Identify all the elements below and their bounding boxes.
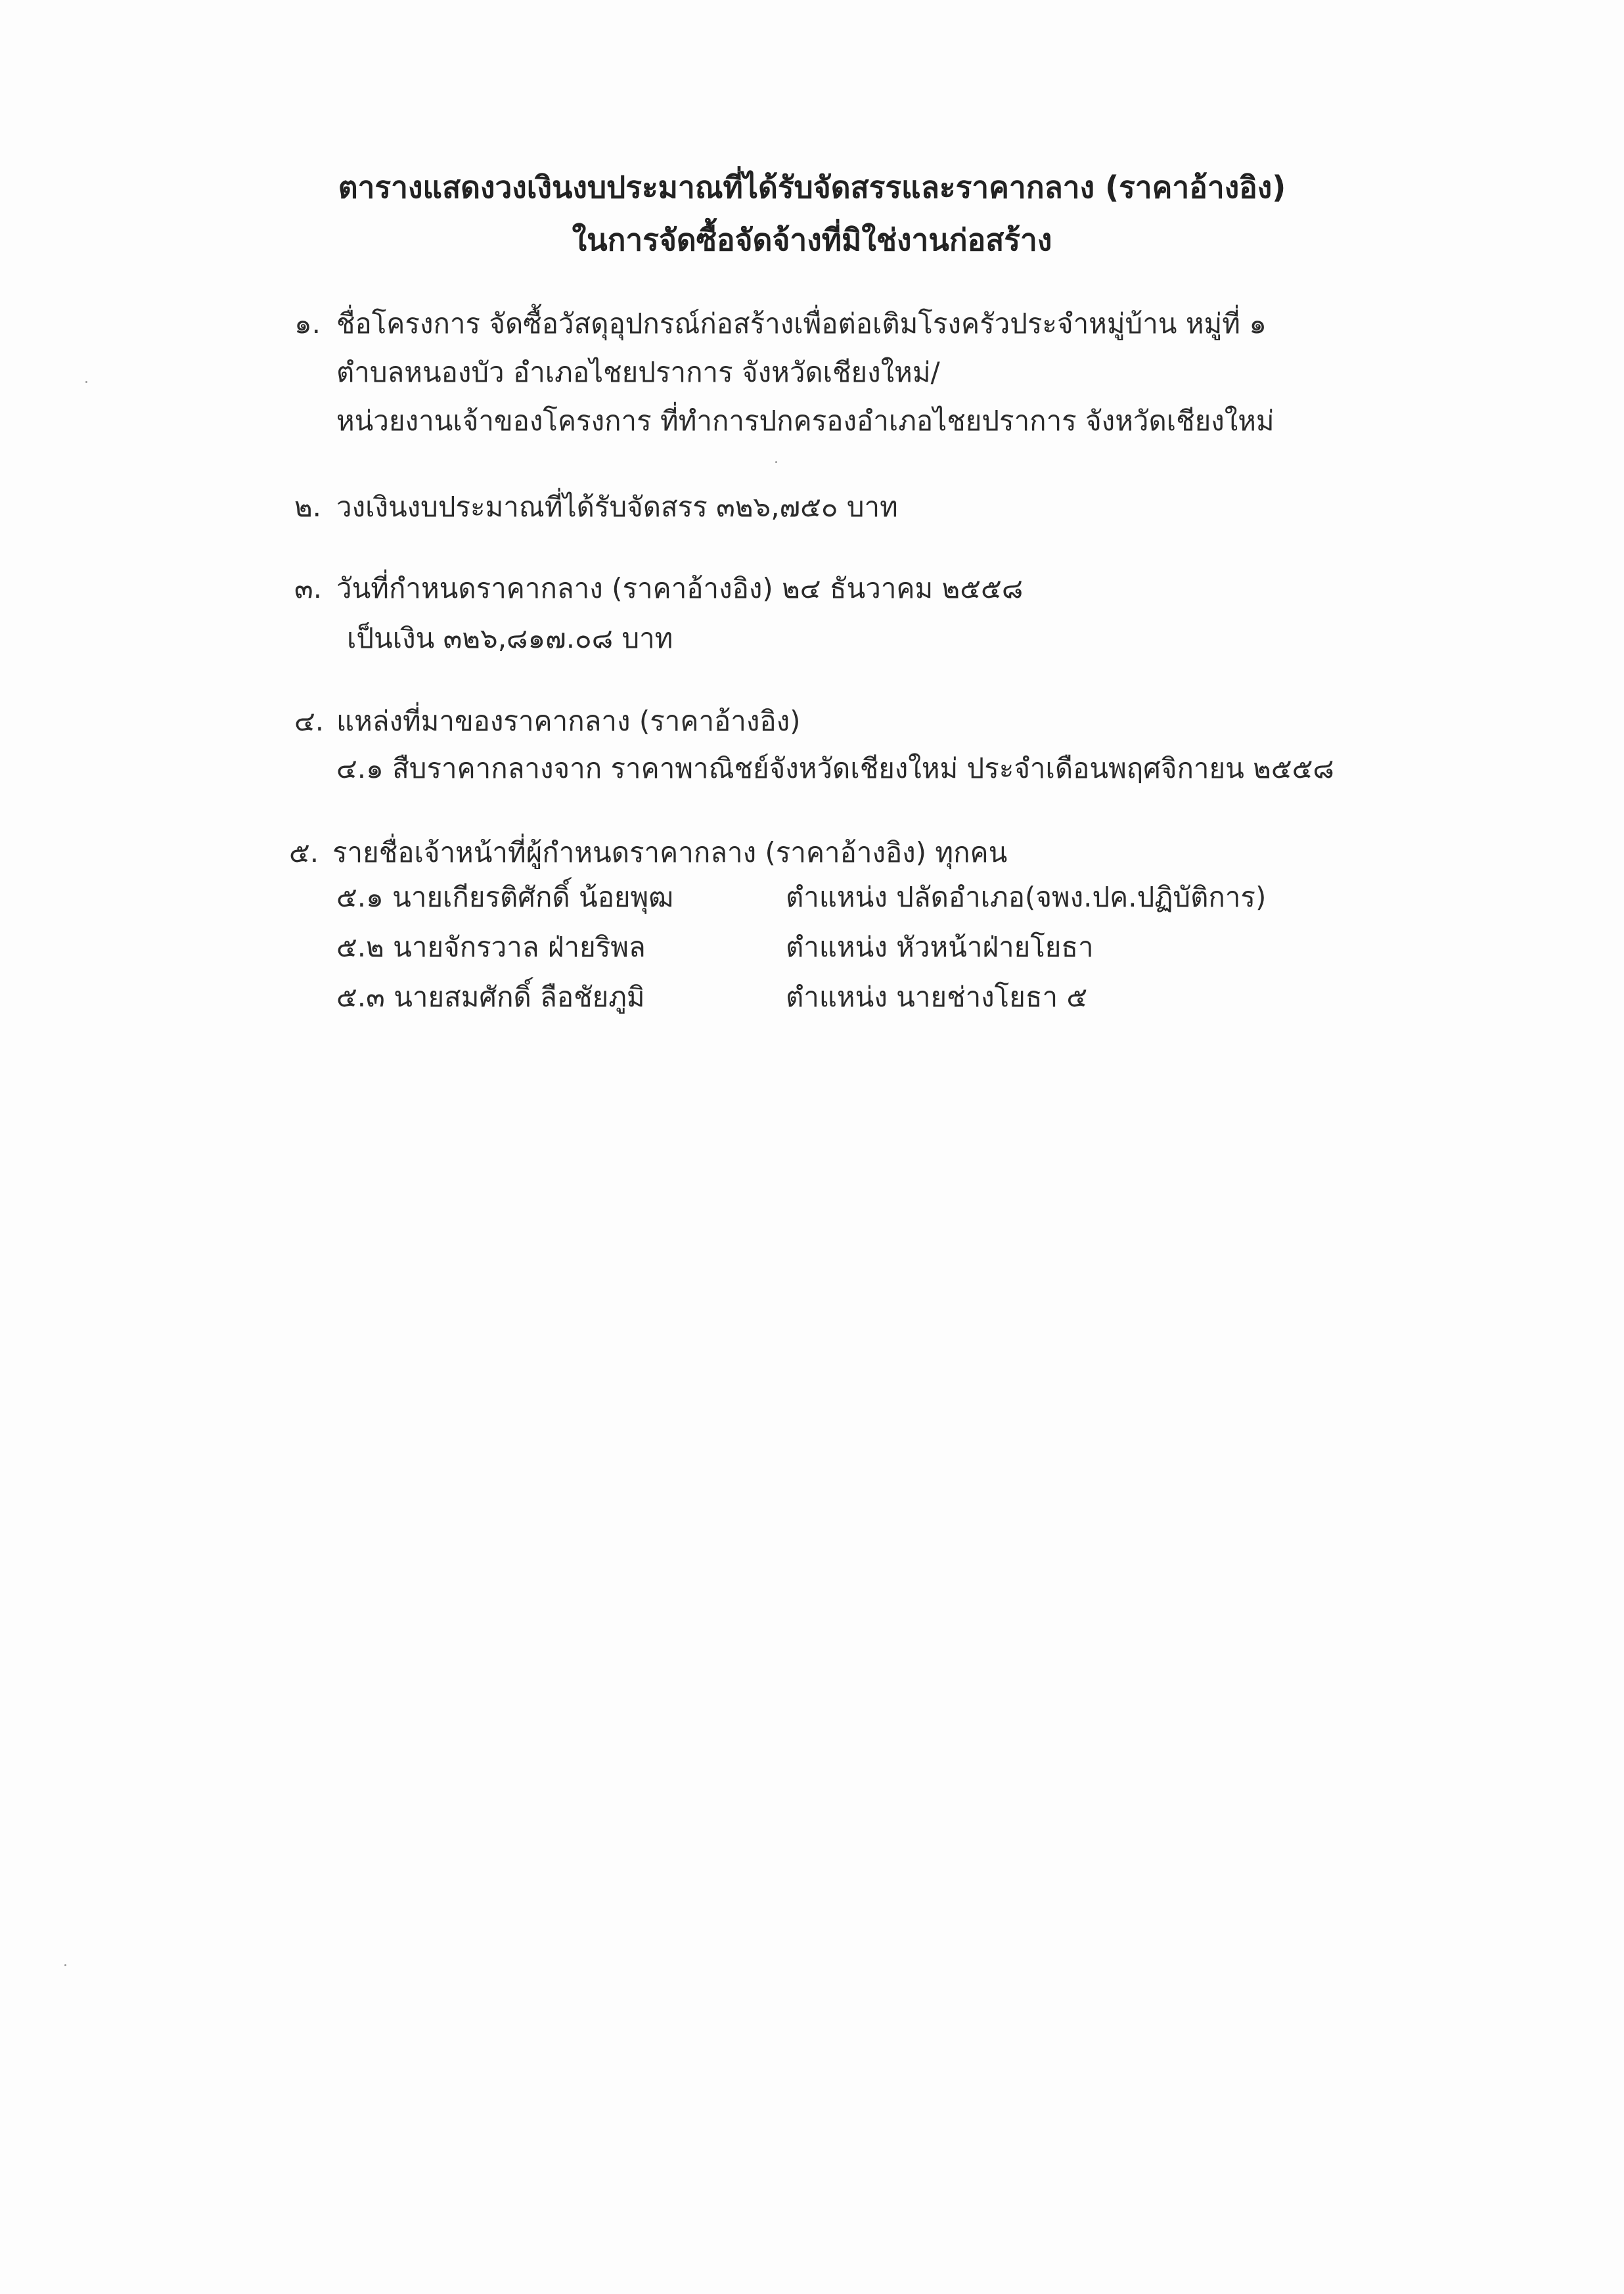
- item-4-number: ๔.: [294, 705, 325, 737]
- item-3-number: ๓.: [294, 572, 323, 604]
- officer-1-name: ๕.๑ นายเกียรติศักดิ์ น้อยพุฒ: [336, 881, 674, 913]
- document-title-line-2: ในการจัดซื้อจัดจ้างที่มิใช่งานก่อสร้าง: [572, 222, 1052, 258]
- scan-speck: [64, 1964, 66, 1966]
- item-3-reference-date: วันที่กำหนดราคากลาง (ราคาอ้างอิง) ๒๔ ธันวาคม ๒๕๕๘: [336, 572, 1024, 604]
- scan-speck: [85, 381, 87, 383]
- officer-3-name: ๕.๓ นายสมศักดิ์ ลือชัยภูมิ: [336, 981, 645, 1013]
- officer-3-position: ตำแหน่ง นายช่างโยธา ๕: [786, 981, 1088, 1013]
- item-1-owner-agency: หน่วยงานเจ้าของโครงการ ที่ทำการปกครองอำเภอไชยปราการ จังหวัดเชียงใหม่: [336, 405, 1274, 437]
- item-5-officers-heading: รายชื่อเจ้าหน้าที่ผู้กำหนดราคากลาง (ราคาอ้างอิง) ทุกคน: [332, 836, 1008, 868]
- officer-2-name: ๕.๒ นายจักรวาล ฝ่ายริพล: [336, 931, 646, 963]
- scan-speck: [775, 461, 777, 463]
- item-5-number: ๕.: [289, 836, 319, 868]
- officer-2-position: ตำแหน่ง หัวหน้าฝ่ายโยธา: [786, 931, 1094, 963]
- item-1-project-name: ชื่อโครงการ จัดซื้อวัสดุอุปกรณ์ก่อสร้างเพื่อต่อเติมโรงครัวประจำหมู่บ้าน หมู่ที่ ๑: [336, 307, 1267, 340]
- item-2-number: ๒.: [294, 491, 322, 523]
- item-1-number: ๑.: [294, 307, 321, 340]
- item-2-budget: วงเงินงบประมาณที่ได้รับจัดสรร ๓๒๖,๗๕๐ บาท: [336, 491, 898, 523]
- item-4-source-detail: ๔.๑ สืบราคากลางจาก ราคาพาณิชย์จังหวัดเชียงใหม่ ประจำเดือนพฤศจิกายน ๒๕๕๘: [336, 752, 1334, 784]
- item-4-source-heading: แหล่งที่มาของราคากลาง (ราคาอ้างอิง): [336, 705, 801, 737]
- document-title-line-1: ตารางแสดงวงเงินงบประมาณที่ได้รับจัดสรรและราคากลาง (ราคาอ้างอิง): [338, 169, 1286, 205]
- item-3-amount: เป็นเงิน ๓๒๖,๘๑๗.๐๘ บาท: [347, 622, 673, 654]
- item-1-location: ตำบลหนองบัว อำเภอไชยปราการ จังหวัดเชียงใหม่/: [336, 356, 940, 388]
- officer-1-position: ตำแหน่ง ปลัดอำเภอ(จพง.ปค.ปฏิบัติการ): [786, 881, 1267, 913]
